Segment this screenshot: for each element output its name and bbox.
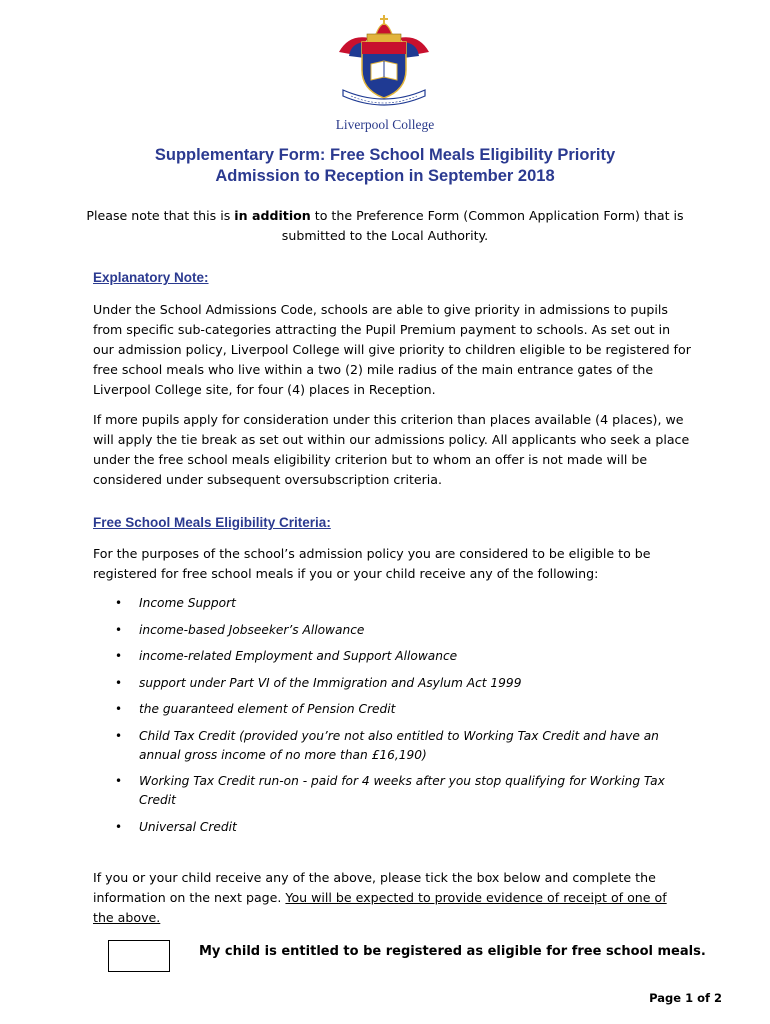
list-item xyxy=(93,647,691,666)
explanatory-heading: Explanatory Note: xyxy=(93,270,209,285)
criteria-item-text: the guaranteed element of Pension Credit xyxy=(139,702,396,716)
page-number: Page 1 of 2 xyxy=(649,991,722,1005)
list-item xyxy=(93,818,691,837)
intro-note xyxy=(78,206,692,246)
list-item xyxy=(93,674,691,693)
bullet: • xyxy=(115,774,123,788)
intro-emphasis: in addition xyxy=(234,208,311,223)
bullet: • xyxy=(115,819,123,834)
intro-part-2: to the Preference Form (Common Application Form) that is submitted to the Local Authority. xyxy=(281,208,684,243)
fsm-eligibility-checkbox[interactable] xyxy=(108,940,170,972)
closing-text: If you or your child receive any of the above, please tick the box below and complete the information on the next page. xyxy=(93,870,656,905)
closing-instructions xyxy=(93,868,691,928)
college-name: Liverpool College xyxy=(335,117,435,132)
bullet: • xyxy=(115,728,123,743)
bullet: • xyxy=(115,702,123,716)
title-line-2: Admission to Reception in September 2018 xyxy=(215,167,555,185)
explanatory-paragraph-1: Under the School Admissions Code, schools are able to give priority in admissions to pupils from specific sub-categories attracting the Pupil Premium payment to schools. As set out in our admission policy, Liverpool College will give priority to children eligible to be registered for free school meals who live within a two (2) mile radius of the main entrance gates of the Liverpool College site, for four (4) places in Reception. xyxy=(93,302,691,397)
criteria-item-text: Income Support xyxy=(139,596,236,610)
criteria-item-text: income-related Employment and Support Allowance xyxy=(139,649,458,663)
list-item xyxy=(93,700,691,719)
bullet: • xyxy=(115,675,123,690)
criteria-heading: Free School Meals Eligibility Criteria: xyxy=(93,515,331,530)
list-item xyxy=(93,772,691,810)
explanatory-paragraph-2: If more pupils apply for consideration under this criterion than places available (4 places), we will apply the tie break as set out within our admissions policy. All applicants who seek a place under the free school meals eligibility criterion but to whom an offer is not made will be considered under subsequent oversubscription criteria. xyxy=(93,412,690,487)
criteria-list xyxy=(93,594,691,844)
criteria-item-text: Child Tax Credit (provided you’re not also entitled to Working Tax Credit and have an annual gross income of no more than £16,190) xyxy=(139,728,659,762)
criteria-item-text: income-based Jobseeker’s Allowance xyxy=(139,622,365,637)
criteria-item-text: Working Tax Credit run-on - paid for 4 weeks after you stop qualifying for Working Tax Credit xyxy=(139,774,665,807)
criteria-intro: For the purposes of the school’s admission policy you are considered to be eligible to be registered for free school meals if you or your child receive any of the following: xyxy=(93,546,651,581)
page-title xyxy=(0,145,770,187)
list-item xyxy=(93,594,691,613)
intro-part-1: Please note that this is xyxy=(86,208,235,223)
criteria-item-text: Universal Credit xyxy=(139,819,237,834)
bullet: • xyxy=(115,649,123,663)
bullet: • xyxy=(115,596,123,610)
evidence-notice: You will be expected to provide evidence of receipt of one of the above. xyxy=(93,890,667,925)
criteria-item-text: support under Part VI of the Immigration and Asylum Act 1999 xyxy=(139,675,522,690)
list-item xyxy=(93,727,691,765)
declaration-label: My child is entitled to be registered as eligible for free school meals. xyxy=(199,944,706,959)
list-item xyxy=(93,621,691,640)
title-line-1: Supplementary Form: Free School Meals Eligibility Priority xyxy=(154,146,616,164)
bullet: • xyxy=(115,622,123,637)
college-crest-icon xyxy=(329,12,439,108)
